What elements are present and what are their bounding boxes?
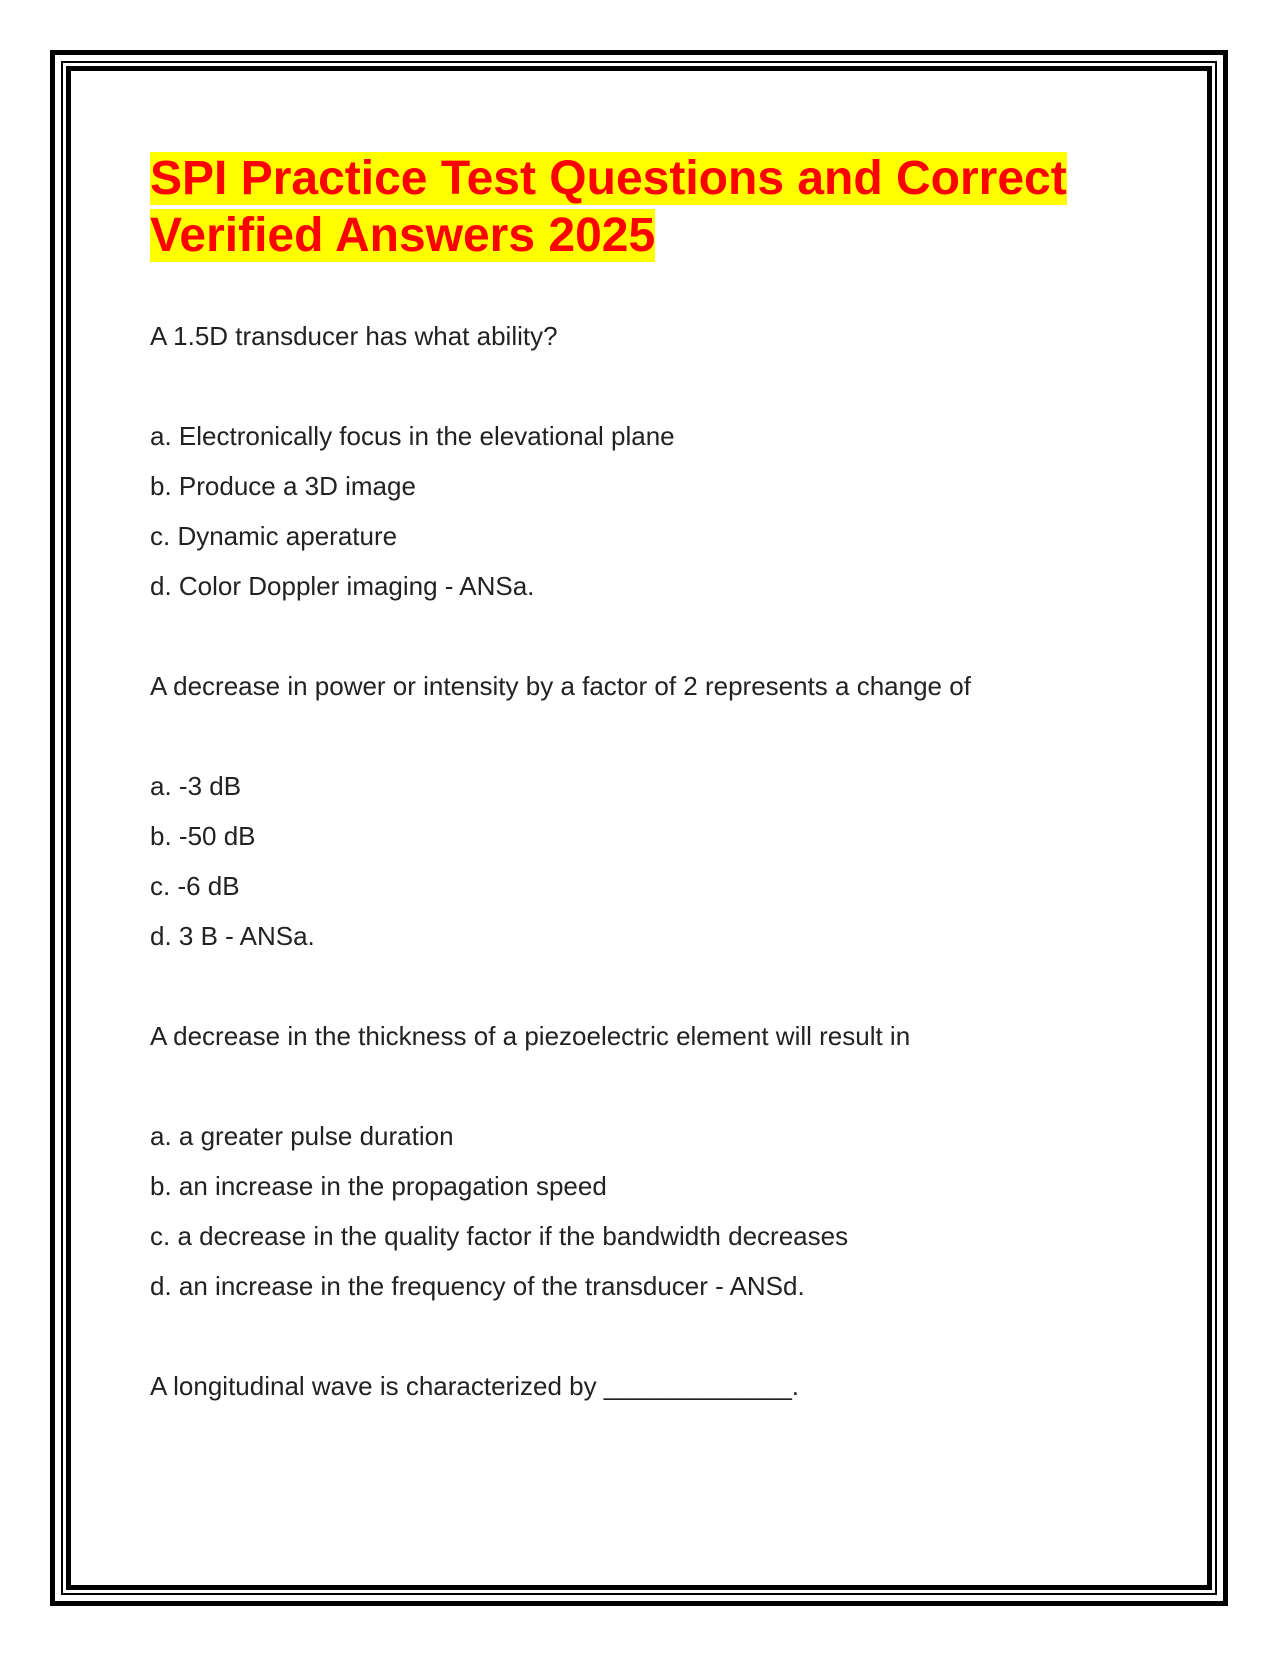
answer-option: a. a greater pulse duration	[150, 1121, 454, 1151]
document-content	[150, 150, 1140, 1411]
answer-option: c. -6 dB	[150, 871, 240, 901]
question-text: A decrease in power or intensity by a factor of 2 represents a change of	[150, 671, 971, 701]
answer-option: d. an increase in the frequency of the transducer - ANSd.	[150, 1271, 805, 1301]
title-line-2: Verified Answers 2025	[150, 209, 656, 262]
question-text: A longitudinal wave is characterized by _____________.	[150, 1371, 800, 1401]
question-text: A 1.5D transducer has what ability?	[150, 321, 558, 351]
answer-option: a. -3 dB	[150, 771, 242, 801]
question-text: A decrease in the thickness of a piezoelectric element will result in	[150, 1021, 911, 1051]
question-block	[150, 311, 1140, 661]
answer-option: c. a decrease in the quality factor if the bandwidth decreases	[150, 1221, 849, 1251]
answer-option: b. -50 dB	[150, 821, 256, 851]
answer-option: d. Color Doppler imaging - ANSa.	[150, 571, 535, 601]
question-block	[150, 1011, 1140, 1361]
answer-option: a. Electronically focus in the elevational plane	[150, 421, 675, 451]
question-block	[150, 1361, 1140, 1411]
answer-option: d. 3 B - ANSa.	[150, 921, 315, 951]
answer-option: b. Produce a 3D image	[150, 471, 416, 501]
title-line-1: SPI Practice Test Questions and Correct	[150, 152, 1067, 205]
document-title	[150, 150, 1140, 264]
answer-option: b. an increase in the propagation speed	[150, 1171, 607, 1201]
answer-option: c. Dynamic aperature	[150, 521, 398, 551]
question-block	[150, 661, 1140, 1011]
